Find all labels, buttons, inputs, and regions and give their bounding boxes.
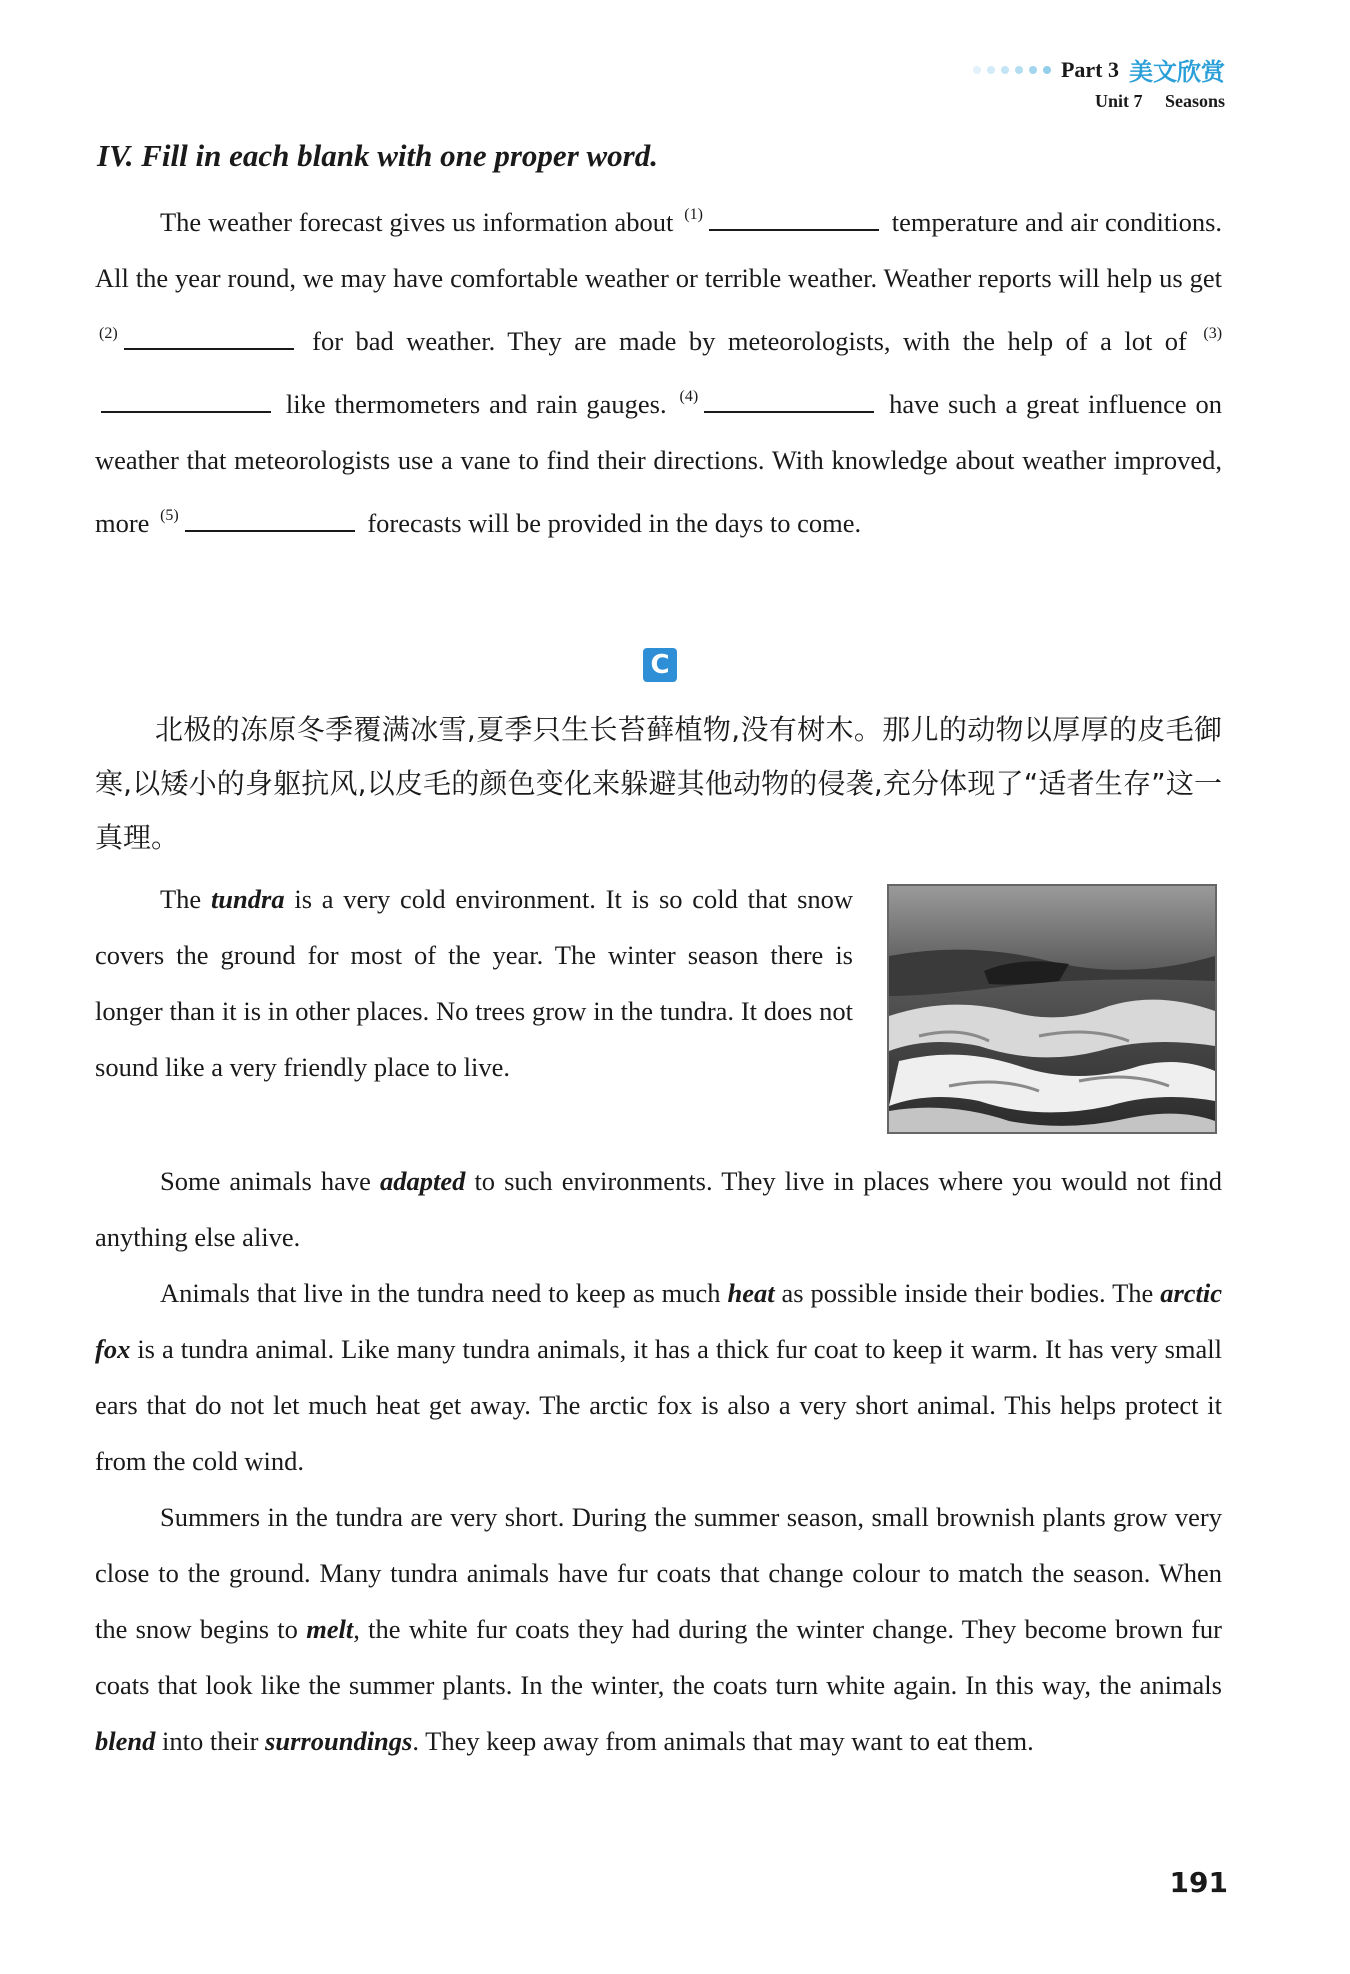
paragraph-text: is a very cold environment. It is so cold that snow covers the ground for most of the year. The winter season there is longer than it is in other places. No trees grow in the tundra. It does not sound like a very friendly place to live.: [95, 884, 854, 1082]
paragraph-text: is a tundra animal. Like many tundra animals, it has a thick fur coat to keep it warm. It has very small ears that do not let much heat get away. The arctic fox is also a very short animal. This helps protect it from the cold wind.: [95, 1334, 1223, 1476]
page-number: 191: [1169, 1866, 1228, 1899]
chinese-intro-text: 北极的冻原冬季覆满冰雪,夏季只生长苔藓植物,没有树木。那儿的动物以厚厚的皮毛御寒,以矮小的身躯抗风,以皮毛的颜色变化来躲避其他动物的侵袭,充分体现了“适者生存”这一真理。: [95, 713, 1222, 854]
keyword-adapted: adapted: [380, 1166, 466, 1196]
paragraph-text: . They keep away from animals that may want to eat them.: [412, 1726, 1034, 1756]
blank-5[interactable]: [185, 529, 355, 532]
cloze-text: forecasts will be provided in the days to come.: [367, 508, 862, 538]
tundra-landscape-image: [889, 886, 1215, 1132]
paragraph-text: as possible inside their bodies. The: [781, 1278, 1154, 1308]
unit-label: Unit 7: [1094, 91, 1143, 111]
paragraph-text: , the white fur coats they had during the winter change. They become brown fur coats that look like the summer plants. In the winter, the coats turn white again. In this way, the animals: [95, 1614, 1223, 1700]
dot-icon: [973, 66, 981, 74]
cloze-text: for bad weather. They are made by meteorologists, with the help of a lot of: [312, 326, 1187, 356]
keyword-heat: heat: [727, 1278, 775, 1308]
keyword-blend: blend: [95, 1726, 156, 1756]
blank-number: (3): [1203, 325, 1223, 342]
blank-4[interactable]: [704, 410, 874, 413]
tundra-photo: [887, 884, 1217, 1134]
exercise-title: IV. Fill in each blank with one proper word.: [97, 138, 658, 173]
keyword-melt: melt: [306, 1614, 354, 1644]
passage-body: [95, 1153, 1222, 1769]
paragraph-text: The: [160, 884, 202, 914]
chinese-intro: [95, 703, 1222, 865]
dot-icon: [1015, 66, 1023, 74]
paragraph-3: [95, 1265, 1222, 1489]
keyword-surroundings: surroundings: [265, 1726, 413, 1756]
blank-number: (1): [684, 206, 703, 223]
paragraph-2: [95, 1153, 1222, 1265]
blank-3[interactable]: [101, 410, 271, 413]
decorative-dots: [973, 66, 1051, 74]
paragraph-1: [95, 871, 853, 1095]
paragraph-text: Some animals have: [160, 1166, 371, 1196]
dot-icon: [1029, 66, 1037, 74]
cloze-text: have such a great influence on weather that meteorologists use a vane to find their directions. With knowledge about weather improved, more: [95, 389, 1223, 538]
cloze-text: temperature and air conditions. All the year round, we may have comfortable weather or terrible weather. Weather reports will help us get: [95, 207, 1223, 293]
unit-title: Seasons: [1164, 91, 1225, 111]
unit-line: [973, 91, 1225, 112]
header-part-line: [973, 52, 1225, 87]
part-chinese-label: 美文欣赏: [1129, 58, 1225, 86]
cloze-text: The weather forecast gives us information about: [160, 207, 674, 237]
paragraph-4: [95, 1489, 1222, 1769]
dot-icon: [1001, 66, 1009, 74]
blank-number: (5): [160, 507, 179, 524]
paragraph-text: Summers in the tundra are very short. During the summer season, small brownish plants grow very close to the ground. Many tundra animals have fur coats that change colour to match the season. When the snow begins to: [95, 1502, 1222, 1644]
blank-number: (4): [679, 388, 699, 405]
dot-icon: [1043, 66, 1051, 74]
keyword-tundra: tundra: [210, 884, 285, 914]
cloze-text: like thermometers and rain gauges.: [285, 389, 667, 419]
part-label: Part 3: [1060, 56, 1119, 82]
keyword-arctic-fox: arctic fox: [95, 1278, 1223, 1364]
blank-2[interactable]: [124, 347, 294, 350]
paragraph-text: into their: [162, 1726, 259, 1756]
page-header: [973, 52, 1225, 112]
paragraph-text: Animals that live in the tundra need to keep as much: [160, 1278, 721, 1308]
blank-1[interactable]: [709, 228, 879, 231]
paragraph-text: to such environments. They live in places where you would not find anything else alive.: [95, 1166, 1222, 1252]
blank-number: (2): [99, 325, 118, 342]
section-c-badge: C: [643, 648, 677, 682]
cloze-passage: [95, 187, 1222, 551]
dot-icon: [987, 66, 995, 74]
